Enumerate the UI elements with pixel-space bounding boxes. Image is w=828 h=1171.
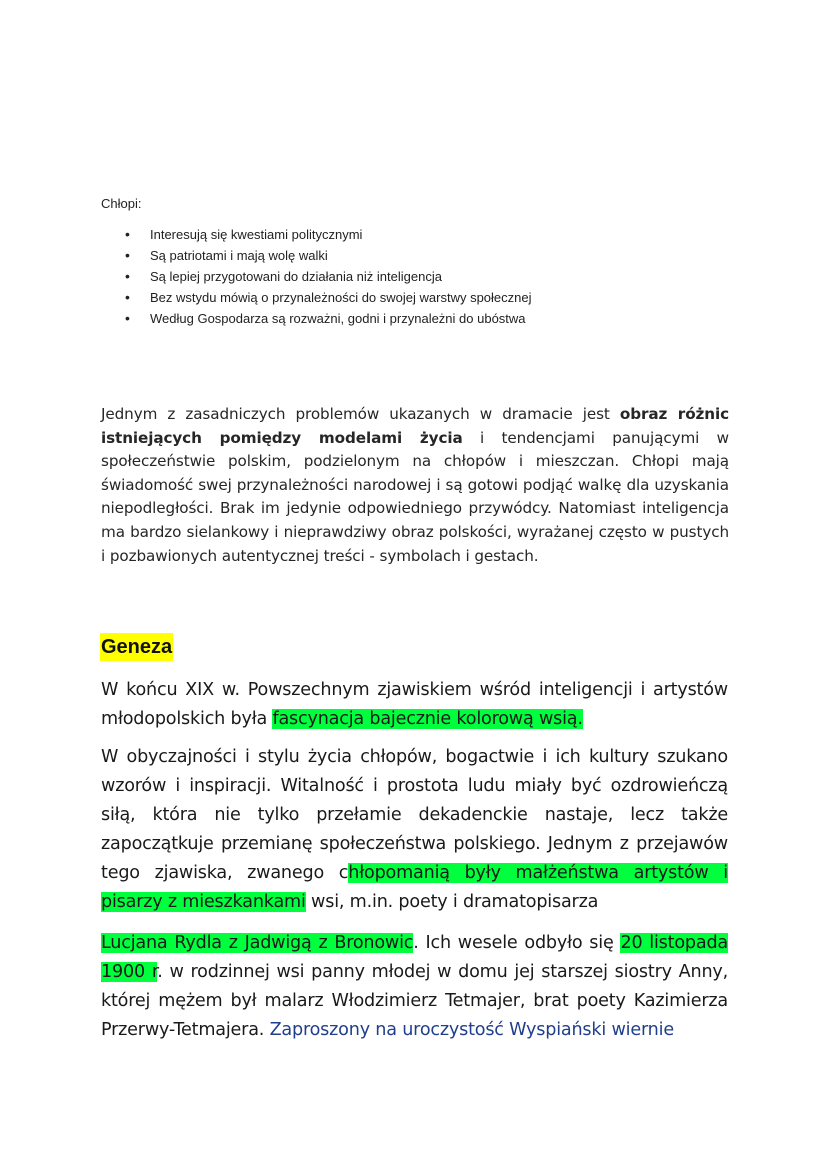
geneza-heading: Geneza [100, 633, 173, 661]
bullet-icon: • [125, 310, 130, 326]
blue-text: Zaproszony na uroczystość Wyspiański wiernie [269, 1020, 674, 1040]
bullet-icon: • [125, 268, 130, 284]
geneza-paragraph-2: W obyczajności i stylu życia chłopów, bogactwie i ich kultury szukano wzorów i inspiracji. Witalność i prostota ludu miały być ozdrowieńczą siłą, która nie tylko przełamie dekadenckie nastaje, lecz także zapoczątkuje przemianę społeczeństwa polskiego. Jednym z przejawów tego zjawiska, zwanego chłopomanią były małżeństwa artystów i pisarzy z mieszkankami wsi, m.in. poety i dramatopisarza [101, 747, 728, 912]
bullet-icon: • [125, 289, 130, 305]
intro-paragraph: Jednym z zasadniczych problemów ukazanych w dramacie jest obraz różnic istniejących pomiędzy modelami życia i tendencjami panującymi w społeczeństwie polskim, podzielonym na chłopów i mieszczan. Chłopi mają świadomość swej przynależności narodowej i są gotowi podjąć walkę dla uzyskania niepodległości. Brak im jedynie odpowiedniego przywódcy. Natomiast inteligencja ma bardzo sielankowy i nieprawdziwy obraz polskości, wyrażanej często w pustych i pozbawionych autentycznej treści - symbolach i gestach. [101, 405, 729, 565]
list-item: • Interesują się kwestiami politycznymi [101, 224, 741, 245]
highlight-green: hłopomanią były małżeństwa artystów i pisarzy z mieszkankami [101, 863, 728, 912]
list-item: • Bez wstydu mówią o przynależności do swojej warstwy społecznej [101, 287, 741, 308]
bullet-icon: • [125, 247, 130, 263]
list-item: • Są lepiej przygotowani do działania niż inteligencja [101, 266, 741, 287]
highlight-green: Lucjana Rydla z Jadwigą z Bronowic [101, 933, 414, 953]
list-item: • Według Gospodarza są rozważni, godni i przynależni do ubóstwa [101, 308, 741, 329]
chlopi-section [101, 193, 741, 329]
bold-phrase: obraz różnic istniejących pomiędzy modelami życia [101, 405, 729, 447]
chlopi-list [101, 224, 741, 329]
highlight-green: fascynacja bajecznie kolorową wsią. [272, 709, 583, 729]
word-inteligencja: inteligencja [642, 499, 729, 518]
geneza-paragraph-3: Lucjana Rydla z Jadwigą z Bronowic. Ich wesele odbyło się 20 listopada 1900 r. w rodzinnej wsi panny młodej w domu jej starszej siostry Anny, której mężem był malarz Włodzimierz Tetmajer, brat poety Kazimierza Przerwy-Tetmajera. Zaproszony na uroczystość Wyspiański wiernie [101, 933, 728, 1040]
list-item: • Są patriotami i mają wolę walki [101, 245, 741, 266]
highlight-green: 20 listopada 1900 r [101, 933, 728, 982]
chlopi-heading: Chłopi: [101, 196, 142, 211]
geneza-paragraph-1: W końcu XIX w. Powszechnym zjawiskiem wśród inteligencji i artystów młodopolskich była fascynacja bajecznie kolorową wsią. [101, 680, 728, 729]
bullet-icon: • [125, 226, 130, 242]
